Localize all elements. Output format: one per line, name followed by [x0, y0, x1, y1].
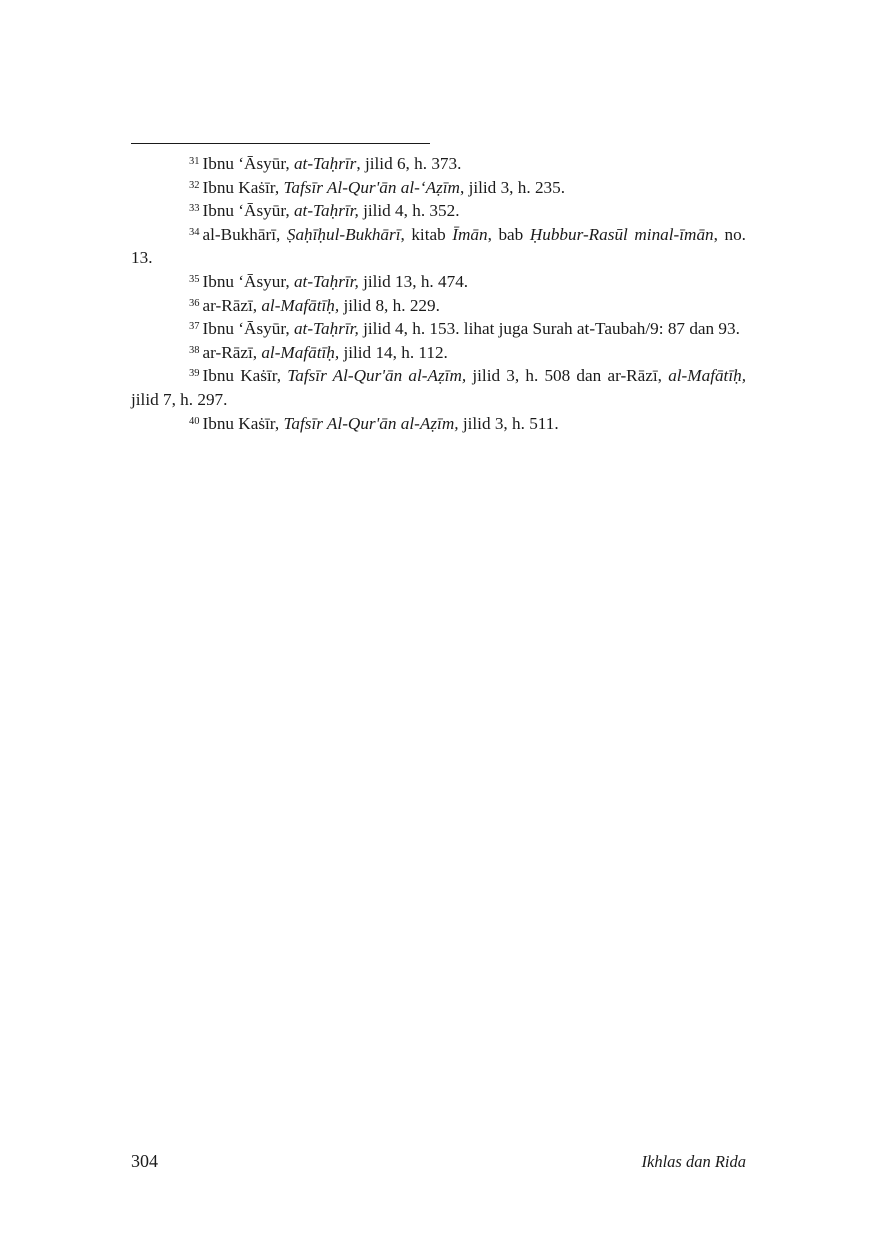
footnote-text: , jilid 3, h. 235.	[459, 177, 566, 197]
footnote-text: , no. 13.	[131, 224, 746, 268]
footnote-text: Ibnu ‘Āsyūr,	[202, 154, 294, 173]
footnote-text: , jilid 6, h. 373.	[356, 154, 462, 173]
footnote-number: 33	[189, 203, 200, 215]
footnote-text: jilid 14, h. 112.	[339, 342, 448, 362]
footnote-text: Ibnu ‘Āsyur,	[202, 271, 294, 291]
footnote-text: jilid 8, h. 229.	[339, 295, 440, 315]
footnote-number: 37	[189, 321, 200, 333]
footnote-number: 32	[189, 179, 200, 191]
footnote-text: Ibnu Kaṡīr,	[202, 177, 284, 197]
footnote-number: 38	[189, 344, 200, 356]
footnote-title-italic: at-Taḥrīr,	[293, 319, 359, 339]
footnote-number: 36	[189, 297, 200, 309]
footnote-32	[131, 176, 746, 200]
footnote-text: jilid 3, h. 511.	[458, 413, 559, 433]
footnote-title-italic: al-Mafātīḥ,	[261, 342, 340, 362]
footnote-37	[131, 317, 746, 341]
footnote-35	[131, 270, 746, 294]
footnote-text: ar-Rāzī,	[202, 342, 262, 362]
footnote-text: Ibnu ‘Āsyūr,	[202, 201, 294, 221]
footnote-title-italic: al-Mafātīḥ,	[261, 295, 340, 315]
footnote-number: 40	[189, 415, 200, 427]
footnote-text: al-Bukhārī,	[202, 224, 287, 244]
footnote-title-italic: Ṣaḥīḥul-Bukhārī	[286, 224, 401, 244]
footnote-text: Ibnu Kaṡīr,	[202, 366, 288, 386]
footnote-title-italic: Īmān	[452, 224, 488, 244]
footnotes-block	[131, 152, 746, 435]
footnote-text: ar-Rāzī,	[202, 295, 262, 315]
footnote-number: 39	[189, 368, 200, 380]
footnote-title-italic: at-Taḥrīr,	[293, 271, 359, 291]
footnote-38	[131, 341, 746, 365]
footnote-text: jilid 4, h. 352.	[358, 201, 460, 221]
footnote-33	[131, 199, 746, 223]
footnote-text: Ibnu Kaṡīr,	[202, 413, 284, 433]
running-title: Ikhlas dan Rida	[641, 1152, 746, 1171]
footnote-title-italic: at-Taḥrīr	[293, 154, 357, 173]
footnote-title-italic: Tafsīr Al-Qur'ān al-Aẓīm,	[283, 413, 459, 433]
footnote-title-italic: Tafsīr Al-Qur'ān al-Aẓīm,	[287, 366, 467, 386]
footnote-34	[131, 223, 746, 270]
footnote-text: , kitab	[400, 224, 453, 244]
footnote-number: 31	[189, 156, 200, 167]
footnote-title-italic: Tafsīr Al-Qur'ān al-‘Aẓīm	[283, 177, 460, 197]
footnote-title-italic: Ḥubbur-Rasūl minal-īmān	[529, 224, 714, 244]
footnote-40	[131, 412, 746, 436]
footnote-text: , bab	[487, 224, 530, 244]
footnote-31	[131, 152, 746, 176]
footnote-text: jilid 4, h. 153. lihat juga Surah at-Taubah/9: 87 dan 93.	[358, 319, 740, 339]
footnote-text: Ibnu ‘Āsyūr,	[202, 319, 294, 339]
footnote-number: 34	[189, 226, 200, 238]
page-number: 304	[131, 1151, 158, 1171]
footnote-text: jilid 3, h. 508 dan ar-Rāzī,	[466, 366, 669, 386]
footnote-text: jilid 7, h. 297.	[131, 389, 228, 409]
footnote-title-italic: at-Taḥrīr,	[293, 201, 359, 221]
footnote-39	[131, 364, 746, 411]
footnote-separator-rule	[131, 143, 430, 144]
footnote-title-italic: al-Mafātīḥ,	[668, 366, 747, 386]
footnote-36	[131, 294, 746, 318]
footnote-text: jilid 13, h. 474.	[358, 271, 469, 291]
footnote-number: 35	[189, 273, 200, 285]
